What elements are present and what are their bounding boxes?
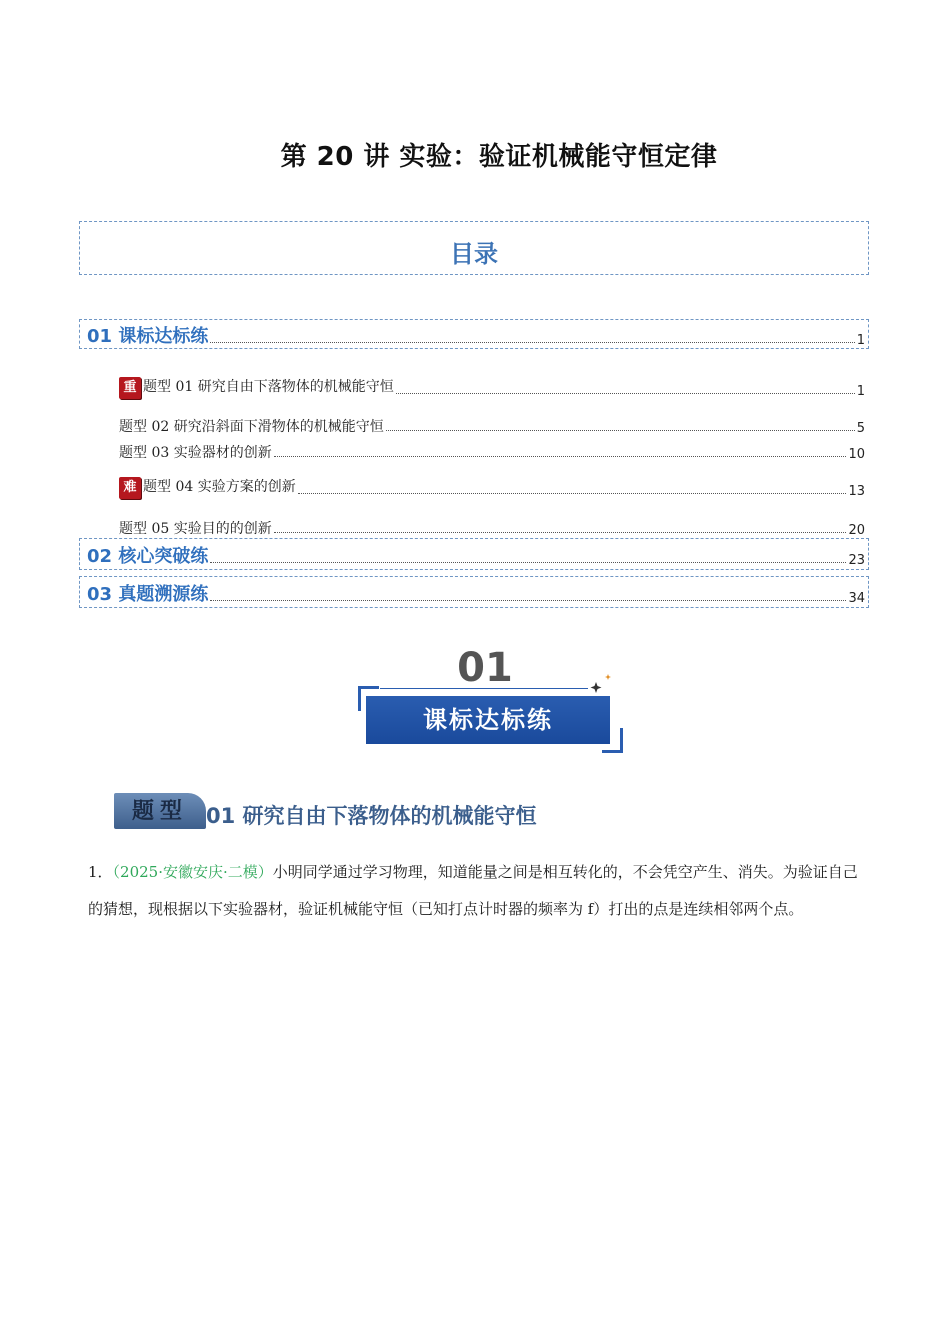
question-source: （2025·安徽安庆·二模） [112, 863, 273, 881]
toc-item-01[interactable] [119, 376, 865, 399]
sparkle-icon [588, 672, 614, 696]
toc-leader-dots [386, 429, 855, 431]
important-badge-icon: 重 [119, 377, 141, 399]
banner-number: 01 [457, 645, 513, 691]
toc-heading: 目录 [450, 240, 498, 268]
toc-page-number: 34 [848, 591, 865, 606]
toc-section-label: 01 课标达标练 [87, 326, 209, 347]
toc-leader-dots [274, 531, 847, 533]
toc-section-label: 02 核心突破练 [87, 546, 209, 567]
toc-section-label: 03 真题溯源练 [87, 584, 209, 605]
question-number: 1． [88, 863, 113, 881]
toc-item-label: 题型 05 实验目的的创新 [119, 521, 272, 537]
toc-page-number: 13 [848, 484, 865, 499]
toc-item-label: 题型 03 实验器材的创新 [119, 445, 272, 461]
toc-leader-dots [274, 455, 847, 457]
toc-section-01[interactable] [87, 322, 865, 348]
toc-leader-dots [298, 492, 847, 494]
toc-page-number: 5 [856, 421, 865, 436]
toc-item-03[interactable] [119, 442, 865, 462]
toc-item-02[interactable] [119, 416, 865, 436]
toc-page-number: 1 [856, 384, 865, 399]
toc-page-number: 1 [856, 333, 865, 348]
document-title: 第 20 讲 实验：验证机械能守恒定律 [280, 142, 718, 172]
toc-item-05[interactable] [119, 518, 865, 538]
banner-title: 课标达标练 [366, 696, 610, 744]
question-type-title: 01 研究自由下落物体的机械能守恒 [206, 804, 537, 828]
toc-item-label: 题型 04 实验方案的创新 [143, 479, 296, 495]
toc-leader-dots [210, 561, 846, 563]
toc-leader-dots [210, 341, 854, 343]
toc-item-label: 题型 02 研究沿斜面下滑物体的机械能守恒 [119, 419, 384, 435]
banner-frame-line [380, 688, 588, 689]
toc-leader-dots [396, 392, 855, 394]
toc-page-number: 20 [848, 523, 865, 538]
difficult-badge-icon: 难 [119, 477, 141, 499]
toc-leader-dots [210, 599, 846, 601]
toc-item-label: 题型 01 研究自由下落物体的机械能守恒 [143, 379, 394, 395]
toc-section-02[interactable] [87, 542, 865, 568]
toc-page-number: 23 [848, 553, 865, 568]
question-text: 小明同学通过学习物理，知道能量之间是相互转化的，不会凭空产生、消失。为验证自己的猜想，现根据以下实验器材，验证机械能守恒（已知打点计时器的频率为 f）打出的点是连续相邻两个点。 [88, 863, 858, 918]
question-type-badge: 题型 [114, 793, 206, 829]
question-block [88, 854, 863, 928]
toc-section-03[interactable] [87, 580, 865, 606]
toc-item-04[interactable] [119, 476, 865, 499]
toc-page-number: 10 [848, 447, 865, 462]
